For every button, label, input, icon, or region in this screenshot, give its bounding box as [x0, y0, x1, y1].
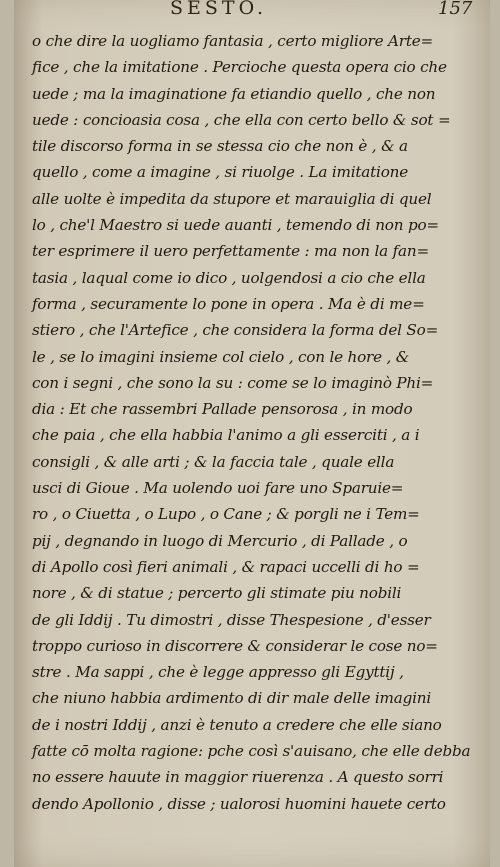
text-line: dia : Et che rassembri Pallade pensorosa , in modo	[32, 400, 413, 419]
text-line: uede : concioasia cosa , che ella con certo bello & sot =	[32, 110, 451, 129]
text-line: fice , che la imitatione . Percioche questa opera cio che	[32, 58, 447, 77]
text-line: usci di Gioue . Ma uolendo uoi fare uno Sparuie=	[32, 479, 404, 498]
text-line: de gli Iddij . Tu dimostri , disse Thespesione , d'esser	[32, 610, 431, 629]
text-line: tasia , laqual come io dico , uolgendosi a cio che ella	[32, 268, 426, 287]
text-line: forma , securamente lo pone in opera . Ma è di me=	[32, 294, 425, 313]
text-line: quello , come a imagine , si riuolge . La imitatione	[32, 163, 409, 182]
text-line: stiero , che l'Artefice , che considera la forma del So=	[32, 321, 439, 340]
text-line: fatte cō molta ragione: pche così s'auisano, che elle debba	[32, 742, 471, 761]
body-text	[32, 28, 472, 817]
page-header	[14, 0, 490, 26]
text-line: stre . Ma sappi , che è legge appresso gli Egyttij ,	[32, 663, 404, 682]
text-line: ro , o Ciuetta , o Lupo , o Cane ; & porgli ne i Tem=	[32, 505, 420, 524]
text-line: tile discorso forma in se stessa cio che non è , & a	[32, 137, 408, 156]
text-line: o che dire la uogliamo fantasia , certo migliore Arte=	[32, 32, 434, 50]
page-number: 157	[438, 0, 473, 19]
text-line: no essere hauute in maggior riuerenza . A questo sorri	[32, 768, 444, 787]
text-line: le , se lo imagini insieme col cielo , con le hore , &	[32, 347, 410, 366]
text-line: dendo Apollonio , disse ; ualorosi huomini hauete certo	[32, 794, 446, 813]
text-line: nore , & di statue ; percerto gli stimate piu nobili	[32, 584, 402, 603]
text-line: pij , degnando in luogo di Mercurio , di Pallade , o	[32, 531, 408, 550]
text-line: alle uolte è impedita da stupore et marauiglia di quel	[32, 189, 432, 208]
text-line: che paia , che ella habbia l'animo a gli esserciti , a i	[32, 426, 420, 445]
text-line: de i nostri Iddij , anzi è tenuto a credere che elle siano	[32, 715, 442, 734]
text-line: ter esprimere il uero perfettamente : ma non la fan=	[32, 242, 430, 261]
text-line: con i segni , che sono la su : come se lo imaginò Phi=	[32, 373, 434, 392]
text-line: consigli , & alle arti ; & la faccia tale , quale ella	[32, 452, 395, 471]
text-line: di Apollo così fieri animali , & rapaci uccelli di ho =	[32, 557, 420, 576]
book-page	[14, 0, 490, 867]
running-head: SESTO.	[170, 0, 268, 19]
text-line: uede ; ma la imaginatione fa etiandio quello , che non	[32, 84, 436, 103]
text-line: lo , che'l Maestro si uede auanti , temendo di non po=	[32, 216, 439, 235]
text-line: che niuno habbia ardimento di dir male delle imagini	[32, 689, 432, 708]
text-line: troppo curioso in discorrere & considerar le cose no=	[32, 636, 438, 655]
